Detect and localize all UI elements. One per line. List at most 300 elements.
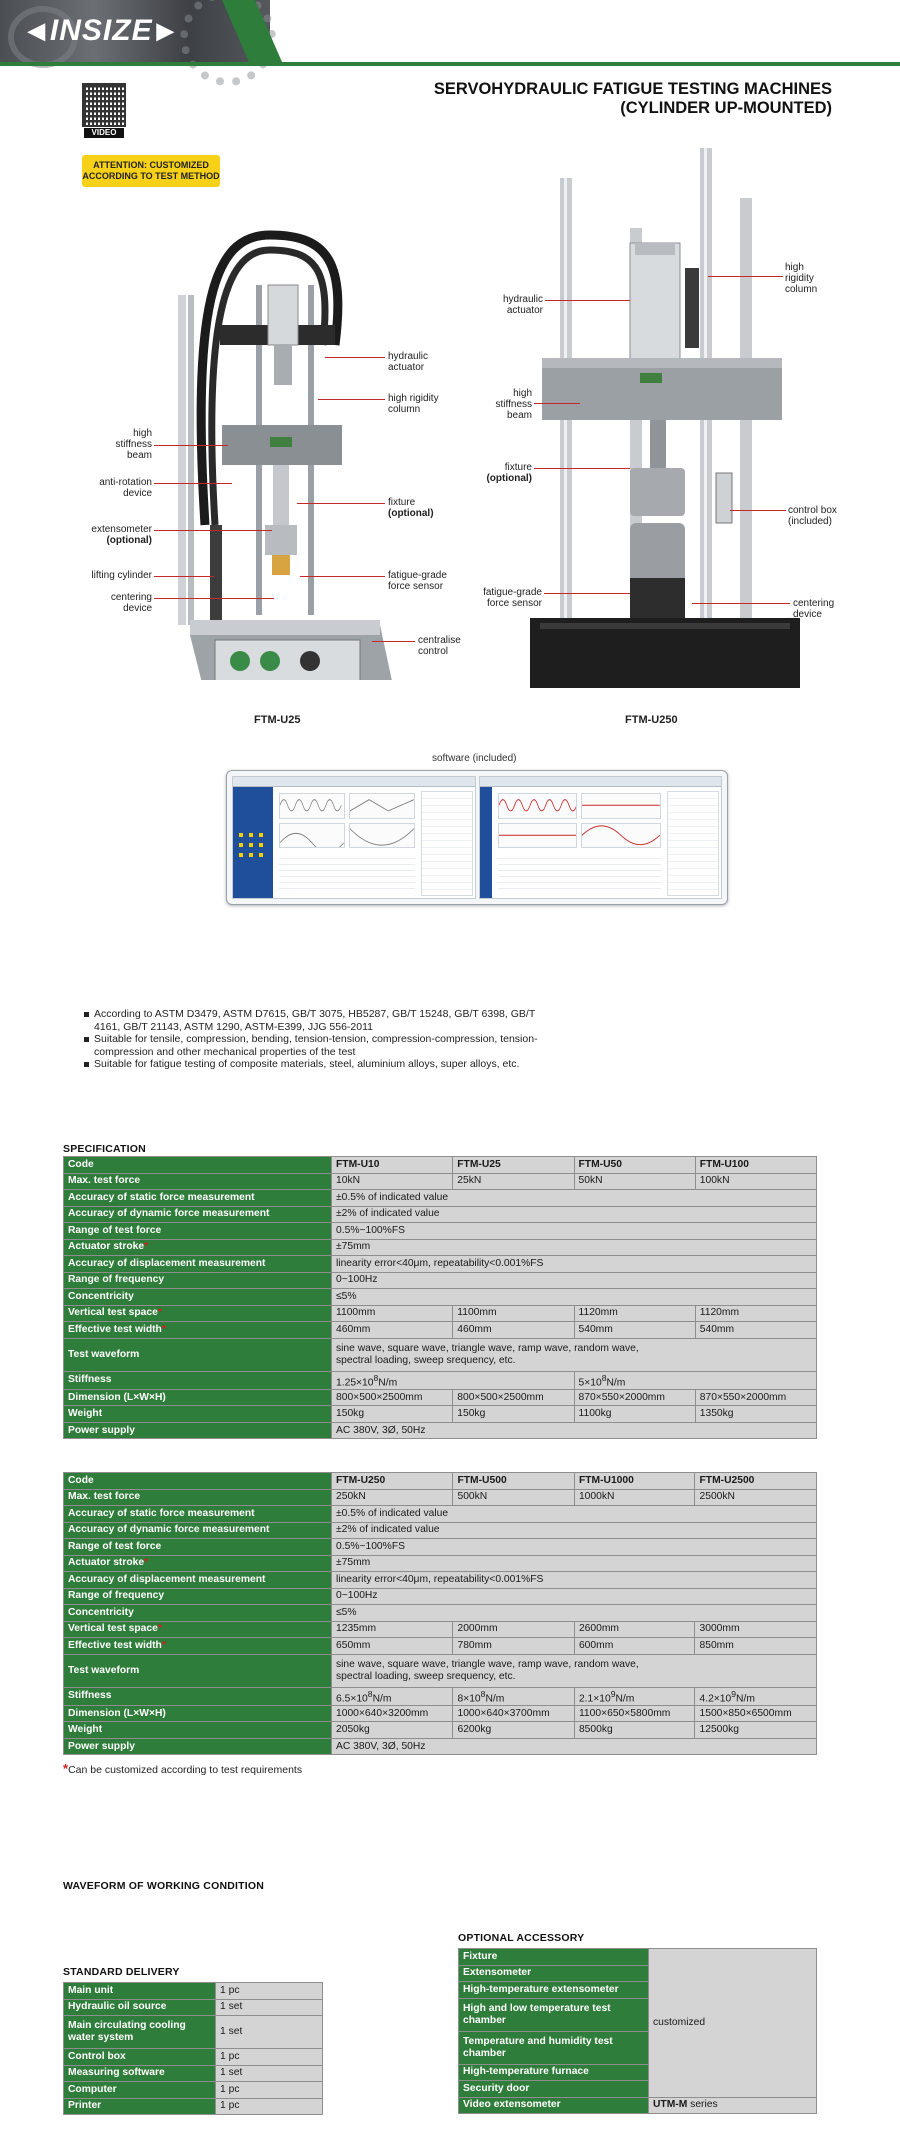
cell <box>695 1687 817 1705</box>
table-row <box>459 2097 817 2114</box>
stiffness-exp: 8 <box>480 1688 486 1699</box>
label-line: force sensor <box>388 581 444 592</box>
table-row <box>64 1522 817 1539</box>
software-toolbar <box>480 777 722 787</box>
leader-line <box>730 510 786 511</box>
feature-item: Suitable for tensile, compression, bending, tension-tension, compression-compression, tension-compression and other mechanical properties of the test <box>84 1033 544 1058</box>
cell: 150kg <box>453 1406 574 1423</box>
cell: FTM-U50 <box>574 1157 695 1174</box>
leader-line <box>692 603 790 604</box>
cell: 12500kg <box>695 1722 817 1739</box>
label-line: actuator <box>388 362 425 373</box>
label-line: actuator <box>506 305 543 316</box>
table-row <box>64 1206 817 1223</box>
cell: FTM-U10 <box>332 1157 453 1174</box>
delivery-qty: 1 set <box>216 2065 323 2082</box>
cell: 500kN <box>453 1489 574 1506</box>
label-high-rigidity-column-left <box>388 393 439 415</box>
cell: AC 380V, 3Ø, 50Hz <box>332 1738 817 1755</box>
table-row <box>64 1190 817 1207</box>
stiffness-unit: N/m <box>606 1376 626 1388</box>
table-row <box>64 1654 817 1687</box>
row-label: Weight <box>64 1722 332 1739</box>
attention-line2: ACCORDING TO TEST METHOD <box>82 171 220 181</box>
row-label: Range of frequency <box>64 1272 332 1289</box>
leader-line <box>545 300 630 301</box>
page-title-line1: SERVOHYDRAULIC FATIGUE TESTING MACHINES <box>433 80 832 98</box>
label-line: high <box>133 428 152 439</box>
label-centering-device-right <box>793 598 834 620</box>
cell: 150kg <box>332 1406 453 1423</box>
stiffness-exp: 9 <box>731 1688 737 1699</box>
row-label <box>64 1305 332 1322</box>
table-row <box>64 1305 817 1322</box>
software-plots <box>279 793 415 848</box>
accessory-item: Temperature and humidity test chamber <box>459 2031 649 2064</box>
software-plot <box>349 793 415 819</box>
stiffness-base: 4.2×10 <box>699 1692 732 1704</box>
label-line: rigidity <box>785 273 814 284</box>
attention-line1: ATTENTION: CUSTOMIZED <box>93 160 209 170</box>
accessory-item: High and low temperature test chamber <box>459 1998 649 2031</box>
table-row <box>64 1738 817 1755</box>
table-row <box>64 1322 817 1339</box>
table-row <box>64 1605 817 1622</box>
label-line: column <box>388 404 421 415</box>
cell: 0~100Hz <box>332 1588 817 1605</box>
label-centering-device-left <box>92 592 152 614</box>
label-line: centralise <box>418 635 461 646</box>
software-sidebar <box>480 787 492 898</box>
cell <box>453 1687 574 1705</box>
row-label: Range of frequency <box>64 1588 332 1605</box>
cell: FTM-U250 <box>332 1473 453 1490</box>
row-label: Accuracy of displacement measurement <box>64 1256 332 1273</box>
accessory-customized: customized <box>649 1949 817 2098</box>
delivery-qty: 1 pc <box>216 1983 323 2000</box>
row-label-text: Actuator stroke <box>68 1241 145 1253</box>
delivery-item: Main unit <box>64 1983 216 2000</box>
table-row <box>64 1489 817 1506</box>
stiffness-base: 6.5×10 <box>336 1692 368 1704</box>
label-line: stiffness <box>115 439 152 450</box>
customizable-star: * <box>144 1241 149 1253</box>
qr-video-label: VIDEO <box>84 128 124 138</box>
table-row <box>64 1338 817 1371</box>
row-label: Test waveform <box>64 1654 332 1687</box>
row-label: Accuracy of displacement measurement <box>64 1572 332 1589</box>
label-line: device <box>793 609 822 620</box>
cell: 2500kN <box>695 1489 817 1506</box>
accessory-item: High-temperature extensometer <box>459 1982 649 1999</box>
cell: FTM-U100 <box>695 1157 816 1174</box>
row-label-text: Actuator stroke <box>68 1557 145 1569</box>
label-fatigue-sensor-right <box>480 587 542 609</box>
stiffness-exp: 8 <box>373 1372 379 1383</box>
row-label: Test waveform <box>64 1338 332 1371</box>
label-line: device <box>123 603 152 614</box>
cell: 540mm <box>695 1322 816 1339</box>
label-fixture-left <box>388 497 434 519</box>
label-line: fatigue-grade <box>388 570 447 581</box>
feature-item: According to ASTM D3479, ASTM D7615, GB/T 3075, HB5287, GB/T 15248, GB/T 6398, GB/T 4161, GB/T 21143, ASTM 1290, ASTM-E399, JJG 556-2011 <box>84 1008 544 1033</box>
arrow-left-icon: ◀ <box>28 18 46 43</box>
cell: 100kN <box>695 1173 816 1190</box>
cell: ≤5% <box>332 1289 817 1306</box>
stiffness-unit: N/m <box>736 1692 755 1704</box>
cell: 1100×650×5800mm <box>574 1705 695 1722</box>
label-line: beam <box>506 410 532 421</box>
waveform-line2: spectral loading, sweep srequency, etc. <box>336 1670 516 1682</box>
cell: 1500×850×6500mm <box>695 1705 817 1722</box>
leader-line <box>300 576 385 577</box>
cell: 50kN <box>574 1173 695 1190</box>
cell: 460mm <box>453 1322 574 1339</box>
cell: ±2% of indicated value <box>332 1522 817 1539</box>
software-plot <box>498 823 578 849</box>
cell: 780mm <box>453 1638 574 1655</box>
delivery-item: Main circulating cooling water system <box>64 2016 216 2049</box>
label-lifting-cylinder <box>82 570 152 581</box>
footnote-text: Can be customized according to test requirements <box>68 1764 303 1776</box>
software-toolbar <box>233 777 475 787</box>
customizable-star: * <box>161 1323 166 1335</box>
table-row <box>64 1223 817 1240</box>
accessory-item: High-temperature furnace <box>459 2064 649 2081</box>
cell: 2600mm <box>574 1621 695 1638</box>
cell: ±75mm <box>332 1239 817 1256</box>
software-plot <box>581 793 661 819</box>
software-plot <box>279 823 345 849</box>
label-line: device <box>123 488 152 499</box>
stiffness-unit: N/m <box>615 1692 635 1704</box>
row-label: Stiffness <box>64 1687 332 1705</box>
feature-list <box>84 1008 544 1071</box>
table-row <box>64 2065 323 2082</box>
cell: 2000mm <box>453 1621 574 1638</box>
table-row <box>459 1949 817 1966</box>
stiffness-unit: N/m <box>372 1692 392 1704</box>
cell: 1120mm <box>574 1305 695 1322</box>
row-label: Dimension (L×W×H) <box>64 1705 332 1722</box>
label-line: extensometer <box>91 524 152 535</box>
cell: 1100mm <box>332 1305 453 1322</box>
customizable-star: * <box>161 1639 166 1651</box>
row-label: Accuracy of static force measurement <box>64 1190 332 1207</box>
leader-line <box>154 530 272 531</box>
row-label: Code <box>64 1473 332 1490</box>
accessory-item: Security door <box>459 2081 649 2098</box>
row-label-text: Vertical test space <box>68 1307 158 1319</box>
footnote-star: * <box>63 1761 69 1776</box>
stiffness-base: 2.1×10 <box>578 1692 611 1704</box>
software-pane-right <box>479 776 723 899</box>
cell: 1000×640×3700mm <box>453 1705 574 1722</box>
cell: 0~100Hz <box>332 1272 817 1289</box>
customizable-star: * <box>144 1557 149 1569</box>
software-plot <box>581 823 661 849</box>
row-label: Concentricity <box>64 1289 332 1306</box>
label-line: control <box>418 646 449 657</box>
label-line: centering <box>110 592 152 603</box>
label-line: lifting cylinder <box>91 570 152 581</box>
table-row <box>64 1572 817 1589</box>
software-plot <box>279 793 345 819</box>
software-sidebar <box>233 787 273 898</box>
spec-table-2 <box>63 1472 817 1755</box>
accessory-video-model <box>649 2097 817 2114</box>
stiffness-base: 5×10 <box>578 1376 602 1388</box>
leader-line <box>534 403 580 404</box>
accessory-item: Extensometer <box>459 1965 649 1982</box>
cell <box>332 1687 453 1705</box>
cell: ±2% of indicated value <box>332 1206 817 1223</box>
row-label: Max. test force <box>64 1173 332 1190</box>
table-row <box>64 1588 817 1605</box>
cell: FTM-U25 <box>453 1157 574 1174</box>
cell: 870×550×2000mm <box>574 1389 695 1406</box>
software-caption: software (included) <box>432 753 517 764</box>
table-row <box>64 1289 817 1306</box>
waveform-title: WAVEFORM OF WORKING CONDITION <box>63 1880 265 1892</box>
leader-line <box>708 276 783 277</box>
row-label: Range of test force <box>64 1223 332 1240</box>
cell: FTM-U2500 <box>695 1473 817 1490</box>
leader-line <box>544 593 630 594</box>
software-readout-table <box>667 791 719 896</box>
table-row <box>64 1371 817 1389</box>
label-line: (optional) <box>388 508 434 519</box>
cell: 800×500×2500mm <box>332 1389 453 1406</box>
cell: 1100kg <box>574 1406 695 1423</box>
delivery-qty: 1 set <box>216 2016 323 2049</box>
table-row <box>64 1705 817 1722</box>
software-pane-left <box>232 776 476 899</box>
cell: linearity error<40μm, repeatability<0.001%FS <box>332 1572 817 1589</box>
table-row <box>64 1506 817 1523</box>
brand-logo-text: INSIZE <box>49 14 153 47</box>
label-line: beam <box>126 450 152 461</box>
table-row <box>64 2098 323 2115</box>
leader-line <box>534 468 630 469</box>
cell <box>574 1687 695 1705</box>
cell <box>332 1654 817 1687</box>
waveform-line1: sine wave, square wave, triangle wave, ramp wave, random wave, <box>336 1658 639 1670</box>
table-row <box>64 1539 817 1556</box>
table-row <box>64 1173 817 1190</box>
label-line: hydraulic <box>388 351 429 362</box>
table-row <box>64 2016 323 2049</box>
cell: FTM-U500 <box>453 1473 574 1490</box>
label-extensometer <box>82 524 152 546</box>
table-row <box>64 1473 817 1490</box>
cell: ±0.5% of indicated value <box>332 1190 817 1207</box>
delivery-qty: 1 pc <box>216 2049 323 2066</box>
label-anti-rotation-device <box>92 477 152 499</box>
cell: 850mm <box>695 1638 817 1655</box>
table-row <box>64 1239 817 1256</box>
row-label: Accuracy of dynamic force measurement <box>64 1206 332 1223</box>
delivery-qty: 1 set <box>216 1999 323 2016</box>
row-label <box>64 1239 332 1256</box>
optional-accessory-title: OPTIONAL ACCESSORY <box>458 1932 585 1944</box>
stiffness-exp: 9 <box>610 1688 616 1699</box>
machine-ftm-u250-image <box>530 148 800 688</box>
cell <box>332 1371 575 1389</box>
stiffness-exp: 8 <box>367 1688 373 1699</box>
row-label: Concentricity <box>64 1605 332 1622</box>
stiffness-unit: N/m <box>485 1692 505 1704</box>
label-line: fatigue-grade <box>483 587 542 598</box>
label-line: high <box>785 262 804 273</box>
table-row <box>64 1406 817 1423</box>
customizable-star: * <box>157 1307 162 1319</box>
label-line: fixture <box>388 497 416 508</box>
row-label <box>64 1621 332 1638</box>
cell: 25kN <box>453 1173 574 1190</box>
table-row <box>64 1256 817 1273</box>
software-data-rows <box>279 853 415 894</box>
footnote <box>63 1761 303 1776</box>
cell: 250kN <box>332 1489 453 1506</box>
cell <box>332 1338 817 1371</box>
label-fatigue-sensor-left <box>388 570 447 592</box>
software-plot <box>349 823 415 849</box>
cell: 1120mm <box>695 1305 816 1322</box>
waveform-line2: spectral loading, sweep srequency, etc. <box>336 1354 516 1366</box>
cell: 0.5%~100%FS <box>332 1223 817 1240</box>
header-rule <box>0 62 900 66</box>
stiffness-unit: N/m <box>378 1376 398 1388</box>
label-hydraulic-actuator-left <box>388 351 428 373</box>
spec-table-1 <box>63 1156 817 1439</box>
cell: 1100mm <box>453 1305 574 1322</box>
delivery-item: Measuring software <box>64 2065 216 2082</box>
page-title <box>434 80 832 118</box>
cell: 8500kg <box>574 1722 695 1739</box>
leader-line <box>154 445 228 446</box>
leader-line <box>325 357 385 358</box>
page-title-line2: (CYLINDER UP-MOUNTED) <box>620 99 832 117</box>
label-line: control box <box>788 505 837 516</box>
video-model-suffix: series <box>687 2099 718 2111</box>
leader-line <box>154 576 214 577</box>
cell <box>574 1371 817 1389</box>
waveform-line1: sine wave, square wave, triangle wave, ramp wave, random wave, <box>336 1342 639 1354</box>
standard-delivery-title: STANDARD DELIVERY <box>63 1966 180 1978</box>
software-readout-table <box>421 791 473 896</box>
feature-item: Suitable for fatigue testing of composite materials, steel, aluminium alloys, super alloys, etc. <box>84 1058 544 1071</box>
cell: 800×500×2500mm <box>453 1389 574 1406</box>
cell: 6200kg <box>453 1722 574 1739</box>
cell: 1235mm <box>332 1621 453 1638</box>
cell: 3000mm <box>695 1621 817 1638</box>
table-row <box>64 1999 323 2016</box>
stiffness-exp: 8 <box>601 1372 607 1383</box>
cell: 2050kg <box>332 1722 453 1739</box>
row-label-text: Vertical test space <box>68 1623 158 1635</box>
qr-code-icon[interactable] <box>82 83 126 127</box>
label-line: (included) <box>788 516 832 527</box>
accessory-item: Video extensometer <box>459 2097 649 2114</box>
row-label: Accuracy of dynamic force measurement <box>64 1522 332 1539</box>
leader-line <box>318 399 385 400</box>
cell: 10kN <box>332 1173 453 1190</box>
cell: 650mm <box>332 1638 453 1655</box>
label-line: stiffness <box>495 399 532 410</box>
table-row <box>64 1687 817 1705</box>
delivery-item: Computer <box>64 2082 216 2099</box>
arrow-right-icon: ▶ <box>156 18 175 43</box>
row-label: Code <box>64 1157 332 1174</box>
table-row <box>64 1272 817 1289</box>
row-label: Dimension (L×W×H) <box>64 1389 332 1406</box>
brand-logo[interactable] <box>18 14 185 48</box>
cell: 600mm <box>574 1638 695 1655</box>
label-line: anti-rotation <box>99 477 152 488</box>
row-label: Stiffness <box>64 1371 332 1389</box>
software-data-rows <box>498 853 662 894</box>
cell: ≤5% <box>332 1605 817 1622</box>
label-line: fixture <box>504 462 532 473</box>
row-label: Weight <box>64 1406 332 1423</box>
row-label <box>64 1638 332 1655</box>
cell: linearity error<40μm, repeatability<0.001%FS <box>332 1256 817 1273</box>
label-line: (optional) <box>486 473 532 484</box>
software-plots <box>498 793 662 848</box>
machine-ftm-u25-image <box>160 225 420 680</box>
cell: AC 380V, 3Ø, 50Hz <box>332 1422 817 1439</box>
cell: 540mm <box>574 1322 695 1339</box>
table-row <box>64 1722 817 1739</box>
leader-line <box>297 503 385 504</box>
label-high-stiffness-beam-right <box>490 388 532 421</box>
attention-badge <box>82 155 220 187</box>
row-label: Range of test force <box>64 1539 332 1556</box>
stiffness-base: 8×10 <box>457 1692 481 1704</box>
table-row <box>64 1157 817 1174</box>
cell: ±0.5% of indicated value <box>332 1506 817 1523</box>
label-control-box <box>788 505 837 527</box>
cell: 1000kN <box>574 1489 695 1506</box>
cell: 460mm <box>332 1322 453 1339</box>
table-row <box>64 2082 323 2099</box>
label-line: column <box>785 284 818 295</box>
table-row <box>64 1983 323 2000</box>
row-label-text: Effective test width <box>68 1323 162 1335</box>
cell: 870×550×2000mm <box>695 1389 816 1406</box>
label-fixture-right <box>484 462 532 484</box>
optional-accessory-table <box>458 1948 817 2114</box>
header-banner <box>0 0 900 68</box>
customizable-star: * <box>157 1623 162 1635</box>
model-caption-right: FTM-U250 <box>625 714 678 726</box>
label-line: high <box>513 388 532 399</box>
table-row <box>64 1638 817 1655</box>
software-screenshot <box>226 770 728 905</box>
label-line: centering <box>793 598 835 609</box>
specification-title: SPECIFICATION <box>63 1143 146 1155</box>
table-row <box>64 2049 323 2066</box>
label-line: (optional) <box>106 535 152 546</box>
row-label: Power supply <box>64 1738 332 1755</box>
row-label-text: Effective test width <box>68 1639 162 1651</box>
cell: 0.5%~100%FS <box>332 1539 817 1556</box>
software-plot <box>498 793 578 819</box>
row-label <box>64 1555 332 1572</box>
delivery-item: Control box <box>64 2049 216 2066</box>
delivery-item: Printer <box>64 2098 216 2115</box>
